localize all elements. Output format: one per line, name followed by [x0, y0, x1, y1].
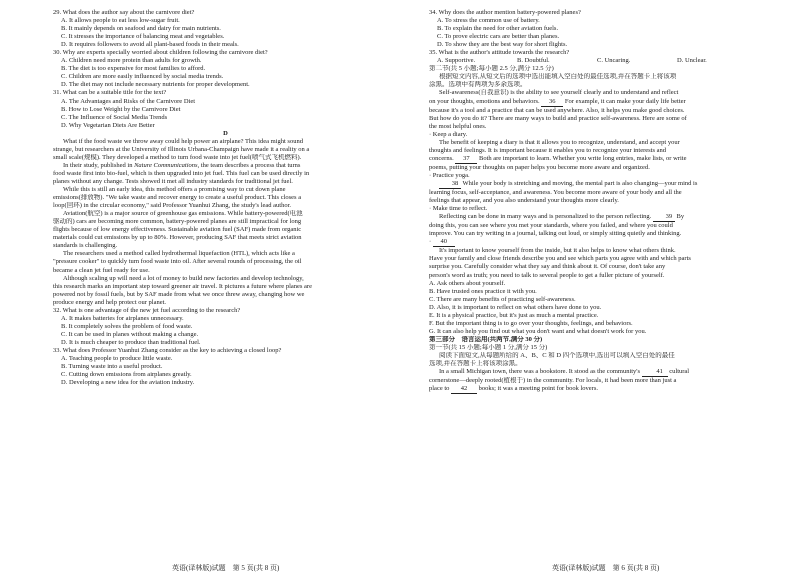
passage-line: [53, 162, 398, 170]
journal-name: Nature Communications: [134, 161, 198, 169]
subheading-bullet: · Make time to reflect.: [429, 205, 488, 213]
passage-line: It's important to know yourself from the inside, but it also helps to know what others think.: [439, 247, 676, 255]
passage-line: produce energy and help protect our planet.: [53, 298, 167, 306]
option-d: D. It requires followers to avoid all plant-based foods in their meals.: [61, 41, 239, 49]
question-34: [429, 9, 774, 49]
question-stem: 30. Why are experts specially worried about children following the carnivore diet?: [53, 49, 268, 57]
option-a: A. To stress the common use of battery.: [437, 17, 540, 25]
text-run: While your body is stretching and moving, the mental part is also changing—your mind is: [461, 179, 698, 187]
subheading-bullet: · Keep a diary.: [429, 130, 468, 138]
option-c: C. The Influence of Social Media Trends: [61, 113, 168, 121]
bullet-dot: ·: [429, 238, 433, 246]
passage-line: powered not by fossil fuels, but by SAF made from what we once threw away, changing how we: [53, 290, 305, 298]
option-c: C. Children are more easily influenced by social media trends.: [61, 73, 224, 81]
passage-line: [429, 98, 774, 107]
option-item: A. Ask others about yourself.: [429, 279, 506, 287]
text-run: In their study, published in: [63, 161, 135, 169]
section-title: 第一节(共 15 小题;每小题 1 分,满分 15 分): [429, 343, 548, 351]
passage-line: While this is still an early idea, this method offers a promising way to cut down plane: [63, 186, 286, 194]
section-title: 第二节(共 5 小题;每小题 2.5 分,满分 12.5 分): [429, 65, 554, 73]
option-a: A. It makes batteries for airplanes unnecessary.: [61, 314, 184, 322]
passage-line: The benefit of keeping a diary is that it allows you to recognize, understand, and accept your: [439, 138, 680, 146]
passage-line: emissions(排放物). "We take waste and recover energy to create a useful product. This closes a: [53, 194, 302, 202]
question-29: [53, 9, 398, 49]
option-c: C. It stresses the importance of balancing meat and vegetables.: [61, 33, 225, 41]
text-run: Reflecting can be done in many ways and is personalized to the person reflecting.: [439, 213, 653, 221]
option-b: B. Turning waste into a useful product.: [61, 363, 163, 371]
passage-line: because it's a tool and a practice that can be used anywhere. Also, it helps you make good choices.: [429, 106, 685, 114]
passage-d: [53, 130, 398, 307]
text-run: , the team describes a process that turns: [197, 161, 301, 169]
right-column: [429, 9, 774, 394]
passage-self-awareness: [429, 89, 774, 279]
question-31: [53, 89, 398, 129]
passage-line: learning focus, self-acceptance, and awareness. You become more aware of your body and all the: [429, 189, 682, 197]
text-run: In a small Michigan town, there was a bookstore. It stood as the community's: [439, 368, 642, 376]
question-stem: 35. What is the author's attitude towards the research?: [429, 49, 570, 57]
options-row: [429, 57, 774, 65]
passage-line: the most helpful ones.: [429, 122, 487, 130]
blank-37: 37: [455, 155, 477, 164]
question-stem: 29. What does the author say about the carnivore diet?: [53, 9, 195, 16]
option-c: C. Uncaring.: [597, 57, 631, 65]
left-column: [53, 9, 398, 387]
passage-line: strange, but researchers at the University of Illinois Urbana-Champaign have made it a reality on a: [53, 145, 310, 153]
subheading-bullet: · Practice yoga.: [429, 171, 470, 179]
passage-line: this research marks an important step toward greener air travel. It pictures a future where planes are: [53, 282, 312, 290]
passage-line: flights because of low energy effectiveness. Sustainable aviation fuel (SAF) made from organic: [53, 226, 302, 234]
option-a: A. It allows people to eat less low-sugar fruit.: [61, 17, 180, 25]
section-instruction: 根据短文内容,从短文后的选项中选出能填入空白处的最佳选项,并在答题卡上将该项: [439, 73, 677, 81]
passage-line: person's word as truth; you need to talk to several people to get a fuller picture of yourself.: [429, 271, 665, 279]
option-item: C. There are many benefits of practicing self-awareness.: [429, 295, 576, 303]
question-stem: 34. Why does the author mention battery-powered planes?: [429, 9, 581, 16]
question-33: [53, 347, 398, 387]
passage-line: The researchers used a method called hydrothermal liquefaction (HTL), which acts like a: [63, 250, 295, 258]
text-run: Both are important to learn. Whether you write long entries, make lists, or write: [477, 154, 687, 162]
option-d: D. Unclear.: [677, 57, 707, 65]
option-b: B. It completely solves the problem of food waste.: [61, 322, 193, 330]
blank-38: 38: [439, 180, 461, 189]
option-item: E. It is a physical practice, but it's just as much a mental practice.: [429, 311, 599, 319]
option-a: A. The Advantages and Risks of the Carnivore Diet: [61, 97, 196, 105]
option-d: D. Why Vegetarian Diets Are Better: [61, 121, 155, 129]
subheading-bullet: [429, 238, 774, 247]
passage-line: food waste first into bio-fuel, which is then upgraded into jet fuel. This fuel can be used directly in: [53, 169, 310, 177]
passage-line: materials could cut emissions by up to 80%. However, producing SAF that meets strict aviation: [53, 234, 302, 242]
text-run: place to: [429, 385, 452, 393]
cloze-passage: [429, 368, 774, 394]
option-b: B. Doubtful.: [517, 57, 550, 65]
passage-line: [429, 368, 774, 377]
section-instruction: 阅读下面短文,从每题所给的 A、B、C 和 D 四个选项中,选出可以填入空白处的最佳: [439, 351, 675, 359]
passage-line: What if the food waste we throw away could help power an airplane? This idea might sound: [63, 137, 303, 145]
option-d: D. To show they are the best way for short flights.: [437, 41, 568, 49]
passage-line: But how do you do it? There are many ways to build and practice self-awareness. Here are some of: [429, 114, 687, 122]
passage-line: Although scaling up will need a lot of money to build new factories and develop technology,: [63, 274, 304, 282]
option-item: D. Also, it is important to reflect on what others have done to you.: [429, 303, 602, 311]
passage-line: loop(回环) in the circular economy," said Professor Yuanhui Zhang, the study's lead author.: [53, 202, 292, 210]
passage-line: surprise you. Carefully consider what they say and think about it. Of course, don't take any: [429, 263, 666, 271]
option-c: C. It can be used in planes without making a change.: [61, 330, 199, 338]
section-instruction: 涂黑。选项中有两项为多余选项。: [429, 81, 527, 89]
text-run: For example, it can make your daily life better: [563, 97, 686, 105]
option-b: B. It mainly depends on seafood and dairy for main nutrients.: [61, 25, 221, 33]
question-35: [429, 49, 774, 65]
passage-heading: D: [223, 129, 228, 137]
passage-line: [429, 155, 774, 164]
option-c: C. To prove electric cars are better than planes.: [437, 33, 560, 41]
part-title: 第三部分 语言运用(共两节,满分 30 分): [429, 335, 543, 343]
text-run: By: [674, 213, 685, 221]
passage-line: [429, 385, 774, 394]
option-a: A. Children need more protein than adults for growth.: [61, 57, 202, 65]
page-footer-right: 英语(译林版)试题 第 6 页(共 8 页): [552, 564, 660, 572]
option-d: D. The diet may not include necessary nutrients for proper development.: [61, 81, 250, 89]
passage-line: doing this, you can see where you met your standards, where you failed, and where you could: [429, 222, 673, 230]
option-a: A. Supportive.: [437, 57, 476, 65]
passage-line: poems, putting your thoughts on paper helps you become more aware and organized.: [429, 163, 650, 171]
option-item: G. It can also help you find out what you don't want and what doesn't work for you.: [429, 327, 647, 335]
question-stem: 32. What is one advantage of the new jet fuel according to the research?: [53, 306, 241, 314]
text-run: cultural: [667, 368, 690, 376]
passage-line: thoughts and feelings. It is important because it enables you to recognize your interests and: [429, 146, 667, 154]
answer-options: [429, 280, 774, 336]
question-32: [53, 307, 398, 347]
option-c: C. Cutting down emissions from airplanes greatly.: [61, 371, 192, 379]
passage-line: Have your family and close friends describe you and see which parts you agree with and which parts: [429, 255, 691, 263]
question-30: [53, 49, 398, 89]
option-b: B. To explain the need for other aviation fuels.: [437, 25, 559, 33]
question-stem: 33. What does Professor Yuanhui Zhang consider as the key to achieving a closed loop?: [53, 346, 282, 354]
passage-line: Aviation(航空) is a major source of greenhouse gas emissions. While battery-powered(电池: [63, 210, 303, 218]
blank-42: 42: [451, 385, 477, 394]
option-a: A. Teaching people to produce little waste.: [61, 355, 173, 363]
passage-line: "pressure cooker" to quickly turn food waste into oil. After several rounds of processing, the oil: [53, 258, 302, 266]
text-run: books; it was a meeting point for book lovers.: [477, 385, 598, 393]
blank-41: 41: [642, 368, 668, 377]
passage-line: [429, 180, 774, 189]
option-item: F. But the important thing is to go over your thoughts, feelings, and behaviors.: [429, 319, 633, 327]
passage-line: feelings that appear, and you also understand your thoughts more clearly.: [429, 197, 619, 205]
passage-line: Self-awareness(自我意识) is the ability to see yourself clearly and to understand and reflect: [439, 89, 679, 97]
passage-line: planes without any change. Tests showed it met all industry standards for traditional jet fuel.: [53, 177, 293, 185]
option-d: D. It is much cheaper to produce than traditional fuel.: [61, 338, 201, 346]
passage-line: became a clean jet fuel ready for use.: [53, 266, 150, 274]
option-item: B. Have trusted ones practice it with you.: [429, 287, 537, 295]
blank-40: 40: [433, 238, 455, 247]
passage-line: standards is challenging.: [53, 242, 118, 250]
blank-36: 36: [541, 98, 563, 107]
section-instruction: 选项,并在答题卡上将该项涂黑。: [429, 360, 522, 368]
passage-line: cornerstone—deeply rooted(植根于) in the community. For locals, it had been more than just a: [429, 377, 677, 385]
text-run: on your thoughts, emotions and behaviors.: [429, 97, 542, 105]
question-stem: 31. What can be a suitable title for the text?: [53, 89, 167, 97]
text-run: concerns.: [429, 154, 456, 162]
passage-line: [429, 213, 774, 222]
option-b: B. How to Lose Weight by the Carnivore Diet: [61, 105, 181, 113]
passage-line: improve. You can try writing in a journal, talking out loud, or simply sitting quietly and thinking.: [429, 230, 682, 238]
option-d: D. Developing a new idea for the aviation industry.: [61, 379, 195, 387]
passage-line: 驱动的) cars are becoming more common, battery-powered planes are still impractical for long: [53, 218, 302, 226]
page-footer-left: 英语(译林版)试题 第 5 页(共 8 页): [172, 564, 280, 572]
option-b: B. The diet is too expensive for most families to afford.: [61, 65, 206, 73]
passage-line: small scale(规模). They developed a method to turn food waste into jet fuel(喷气式飞机燃料).: [53, 153, 302, 161]
blank-39: 39: [653, 213, 675, 222]
